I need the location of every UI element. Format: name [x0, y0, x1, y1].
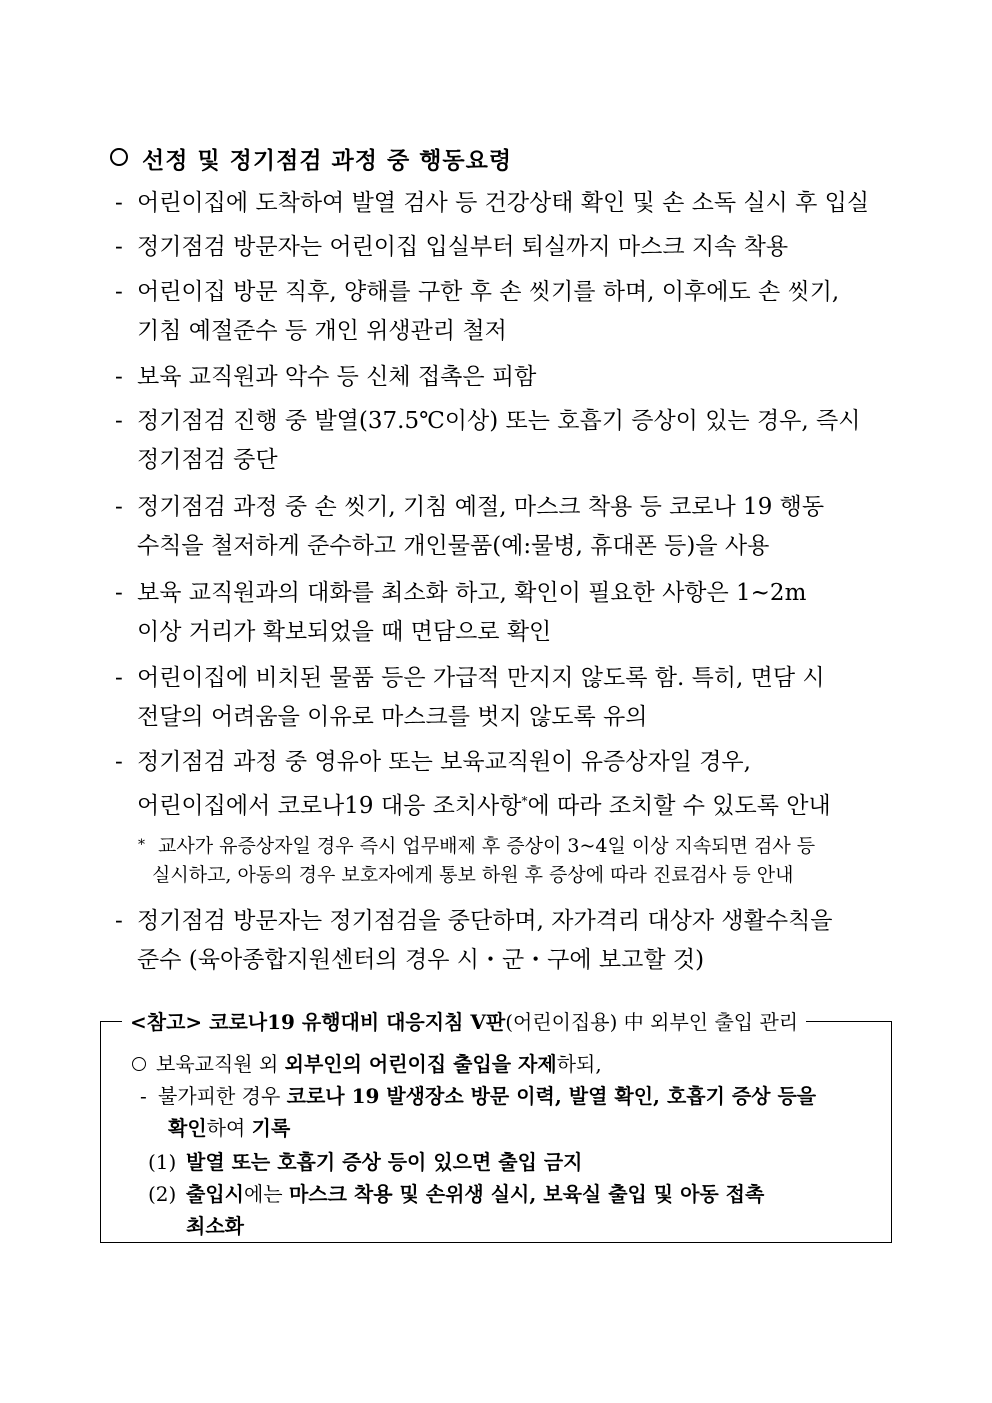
box-bullet: 보육교직원 외 외부인의 어린이집 출입을 자제하되, — [130, 1048, 888, 1080]
list-item: - 보육 교직원과의 대화를 최소화 하고, 확인이 필요한 사항은 1~2m 이상 거리가 확보되었을 때 면담으로 확인 — [115, 580, 807, 645]
numbered-item: (2) 출입시에는 마스크 착용 및 손위생 실시, 보육실 출입 및 아동 접촉 — [148, 1182, 765, 1206]
list-item: - 어린이집 방문 직후, 양해를 구한 후 손 씻기를 하며, 이후에도 손 씻기, 기침 예절준수 등 개인 위생관리 철저 — [115, 279, 840, 344]
dash-bullet: - — [115, 234, 123, 260]
dash-bullet: - — [115, 908, 123, 934]
numbered-item: (1) 발열 또는 호흡기 증상 등이 있으면 출입 금지 — [148, 1150, 583, 1174]
box-sub-bullet: - 불가피한 경우 코로나 19 발생장소 방문 이력, 발열 확인, 호흡기 증상 등을 — [130, 1080, 888, 1112]
list-item: - 정기점검 방문자는 정기점검을 중단하며, 자가격리 대상자 생활수칙을 준수 (육아종합지원센터의 경우 시・군・구에 보고할 것) — [115, 908, 833, 973]
reference-box-title: <참고> 코로나19 유행대비 대응지침 V판(어린이집용) 中 외부인 출입 관리 — [122, 1006, 806, 1035]
dash-bullet: - — [115, 580, 123, 606]
dash-bullet: - — [140, 1084, 147, 1108]
list-item: - 정기점검 방문자는 어린이집 입실부터 퇴실까지 마스크 지속 착용 — [115, 234, 789, 260]
list-item: - 정기점검 과정 중 손 씻기, 기침 예절, 마스크 착용 등 코로나 19 행동 수칙을 철저하게 준수하고 개인물품(예:물병, 휴대폰 등)을 사용 — [115, 494, 825, 559]
heading-text: 선정 및 정기점검 과정 중 행동요령 — [142, 147, 513, 174]
asterisk-marker: * — [138, 837, 145, 853]
footnote: * 교사가 유증상자일 경우 즉시 업무배제 후 증상이 3~4일 이상 지속되면 검사 등 실시하고, 아동의 경우 보호자에게 통보 하원 후 증상에 따라 진료검사 등 안내 — [138, 830, 896, 890]
dash-bullet: - — [115, 494, 123, 520]
dash-bullet: - — [115, 279, 123, 305]
circle-bullet-icon — [132, 1057, 146, 1071]
list-item: - 정기점검 과정 중 영유아 또는 보육교직원이 유증상자일 경우, 어린이집에서 코로나19 대응 조치사항*에 따라 조치할 수 있도록 안내 — [115, 749, 831, 819]
list-item: - 보육 교직원과 악수 등 신체 접촉은 피함 — [115, 364, 537, 390]
dash-bullet: - — [115, 749, 123, 775]
list-item: - 어린이집에 비치된 물품 등은 가급적 만지지 않도록 함. 특히, 면담 시 전달의 어려움을 이유로 마스크를 벗지 않도록 유의 — [115, 665, 825, 730]
reference-box-content: 보육교직원 외 외부인의 어린이집 출입을 자제하되, - 불가피한 경우 코로나 19 발생장소 방문 이력, 발열 확인, 호흡기 증상 등을 확인하여 기록 (1) 발열 또는 호흡기 증상 등이 있으면 출입 금지 (2) 출입시에는 마스크 착용 및 손위생 실시, 보육실 출입 및 아동 접촉 최소화 — [130, 1048, 888, 1242]
dash-bullet: - — [115, 665, 123, 691]
dash-bullet: - — [115, 190, 123, 216]
section-heading — [110, 142, 512, 175]
list-item: - 어린이집에 도착하여 발열 검사 등 건강상태 확인 및 손 소독 실시 후 입실 — [115, 190, 870, 216]
dash-bullet: - — [115, 364, 123, 390]
footnote-marker: * — [521, 794, 528, 808]
circle-bullet-icon — [110, 148, 128, 166]
list-item: - 정기점검 진행 중 발열(37.5℃이상) 또는 호흡기 증상이 있는 경우, 즉시 정기점검 중단 — [115, 408, 861, 473]
dash-bullet: - — [115, 408, 123, 434]
